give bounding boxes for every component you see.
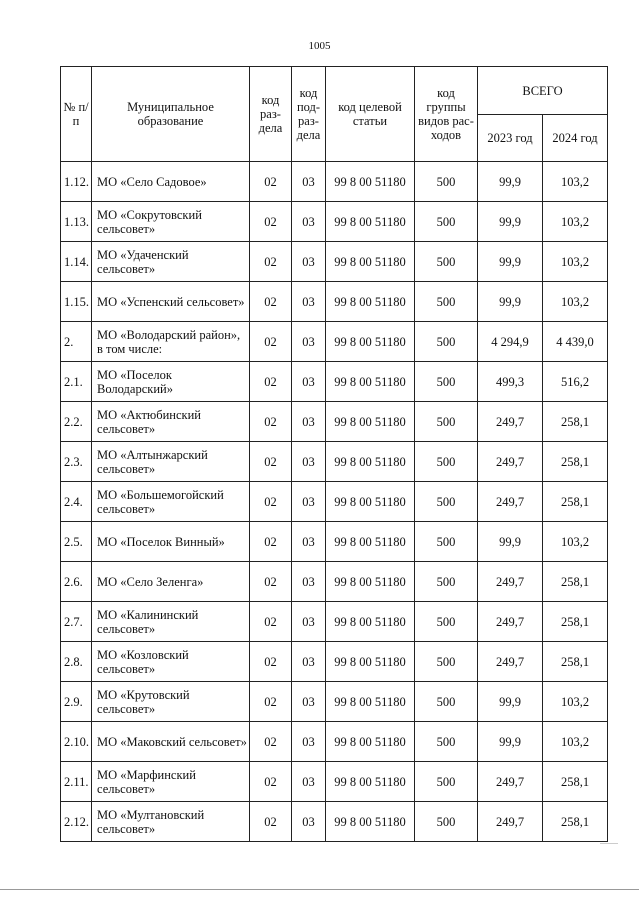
section-code: 02	[250, 682, 292, 722]
subsection-code: 03	[292, 162, 326, 202]
row-number: 2.12.	[61, 802, 92, 842]
amount-2023: 249,7	[478, 402, 543, 442]
amount-2024: 103,2	[543, 242, 608, 282]
expense-group-code: 500	[415, 642, 478, 682]
table-row	[61, 602, 608, 642]
subsection-code: 03	[292, 642, 326, 682]
subsection-code: 03	[292, 682, 326, 722]
amount-2024: 258,1	[543, 762, 608, 802]
table-body	[61, 162, 608, 842]
expense-group-code: 500	[415, 802, 478, 842]
amount-2024: 258,1	[543, 442, 608, 482]
target-code: 99 8 00 51180	[326, 162, 415, 202]
municipality-name: МО «Козловский сельсовет»	[92, 642, 250, 682]
row-number: 1.13.	[61, 202, 92, 242]
municipality-name: МО «Крутовский сельсовет»	[92, 682, 250, 722]
header-expense-group-code: код группы видов рас-ходов	[415, 67, 478, 162]
section-code: 02	[250, 642, 292, 682]
budget-table	[60, 66, 608, 842]
row-number: 2.	[61, 322, 92, 362]
section-code: 02	[250, 162, 292, 202]
section-code: 02	[250, 482, 292, 522]
municipality-name: МО «Село Садовое»	[92, 162, 250, 202]
subsection-code: 03	[292, 242, 326, 282]
target-code: 99 8 00 51180	[326, 722, 415, 762]
table-row	[61, 762, 608, 802]
row-number: 2.11.	[61, 762, 92, 802]
target-code: 99 8 00 51180	[326, 602, 415, 642]
table-row	[61, 562, 608, 602]
amount-2023: 249,7	[478, 602, 543, 642]
subsection-code: 03	[292, 762, 326, 802]
expense-group-code: 500	[415, 562, 478, 602]
row-number: 2.1.	[61, 362, 92, 402]
row-number: 2.2.	[61, 402, 92, 442]
row-number: 1.15.	[61, 282, 92, 322]
amount-2024: 103,2	[543, 522, 608, 562]
amount-2024: 103,2	[543, 722, 608, 762]
amount-2024: 4 439,0	[543, 322, 608, 362]
section-code: 02	[250, 202, 292, 242]
municipality-name: МО «Поселок Винный»	[92, 522, 250, 562]
header-target-code: код целевой статьи	[326, 67, 415, 162]
expense-group-code: 500	[415, 402, 478, 442]
amount-2023: 249,7	[478, 762, 543, 802]
amount-2024: 258,1	[543, 642, 608, 682]
amount-2024: 103,2	[543, 202, 608, 242]
expense-group-code: 500	[415, 602, 478, 642]
table-row	[61, 442, 608, 482]
row-number: 2.7.	[61, 602, 92, 642]
target-code: 99 8 00 51180	[326, 482, 415, 522]
expense-group-code: 500	[415, 362, 478, 402]
amount-2023: 99,9	[478, 682, 543, 722]
target-code: 99 8 00 51180	[326, 642, 415, 682]
row-number: 2.4.	[61, 482, 92, 522]
amount-2024: 103,2	[543, 162, 608, 202]
municipality-name: МО «Большемогойский сельсовет»	[92, 482, 250, 522]
table-header	[61, 67, 608, 162]
municipality-name: МО «Сокрутовский сельсовет»	[92, 202, 250, 242]
row-number: 2.8.	[61, 642, 92, 682]
expense-group-code: 500	[415, 482, 478, 522]
row-number: 1.14.	[61, 242, 92, 282]
subsection-code: 03	[292, 322, 326, 362]
subsection-code: 03	[292, 522, 326, 562]
municipality-name: МО «Маковский сельсовет»	[92, 722, 250, 762]
expense-group-code: 500	[415, 282, 478, 322]
row-number: 2.3.	[61, 442, 92, 482]
target-code: 99 8 00 51180	[326, 322, 415, 362]
amount-2024: 258,1	[543, 482, 608, 522]
table-row	[61, 642, 608, 682]
amount-2023: 4 294,9	[478, 322, 543, 362]
subsection-code: 03	[292, 362, 326, 402]
subsection-code: 03	[292, 562, 326, 602]
expense-group-code: 500	[415, 522, 478, 562]
row-number: 1.12.	[61, 162, 92, 202]
header-num: № п/п	[61, 67, 92, 162]
subsection-code: 03	[292, 282, 326, 322]
subsection-code: 03	[292, 802, 326, 842]
subsection-code: 03	[292, 202, 326, 242]
section-code: 02	[250, 602, 292, 642]
amount-2024: 103,2	[543, 282, 608, 322]
target-code: 99 8 00 51180	[326, 762, 415, 802]
municipality-name: МО «Удаченский сельсовет»	[92, 242, 250, 282]
expense-group-code: 500	[415, 162, 478, 202]
amount-2024: 516,2	[543, 362, 608, 402]
subsection-code: 03	[292, 442, 326, 482]
subsection-code: 03	[292, 482, 326, 522]
section-code: 02	[250, 802, 292, 842]
municipality-name: МО «Володарский район», в том числе:	[92, 322, 250, 362]
amount-2023: 99,9	[478, 242, 543, 282]
amount-2023: 99,9	[478, 522, 543, 562]
row-number: 2.6.	[61, 562, 92, 602]
header-year-2024: 2024 год	[543, 115, 608, 162]
target-code: 99 8 00 51180	[326, 282, 415, 322]
table-row	[61, 802, 608, 842]
subsection-code: 03	[292, 602, 326, 642]
amount-2024: 258,1	[543, 562, 608, 602]
amount-2024: 258,1	[543, 402, 608, 442]
table-row	[61, 722, 608, 762]
municipality-name: МО «Алтынжарский сельсовет»	[92, 442, 250, 482]
table-row	[61, 242, 608, 282]
target-code: 99 8 00 51180	[326, 522, 415, 562]
municipality-name: МО «Калининский сельсовет»	[92, 602, 250, 642]
section-code: 02	[250, 362, 292, 402]
target-code: 99 8 00 51180	[326, 442, 415, 482]
expense-group-code: 500	[415, 322, 478, 362]
target-code: 99 8 00 51180	[326, 802, 415, 842]
section-code: 02	[250, 762, 292, 802]
amount-2024: 103,2	[543, 682, 608, 722]
section-code: 02	[250, 442, 292, 482]
municipality-name: МО «Мултановский сельсовет»	[92, 802, 250, 842]
target-code: 99 8 00 51180	[326, 362, 415, 402]
section-code: 02	[250, 242, 292, 282]
amount-2023: 249,7	[478, 442, 543, 482]
table-row	[61, 682, 608, 722]
header-section-code: код раз-дела	[250, 67, 292, 162]
target-code: 99 8 00 51180	[326, 402, 415, 442]
amount-2024: 258,1	[543, 602, 608, 642]
section-code: 02	[250, 322, 292, 362]
target-code: 99 8 00 51180	[326, 682, 415, 722]
header-municipality: Муниципальное образование	[92, 67, 250, 162]
table-row	[61, 402, 608, 442]
header-total: ВСЕГО	[478, 67, 608, 115]
expense-group-code: 500	[415, 682, 478, 722]
expense-group-code: 500	[415, 762, 478, 802]
expense-group-code: 500	[415, 442, 478, 482]
municipality-name: МО «Успенский сельсовет»	[92, 282, 250, 322]
target-code: 99 8 00 51180	[326, 562, 415, 602]
amount-2023: 99,9	[478, 722, 543, 762]
subsection-code: 03	[292, 402, 326, 442]
row-number: 2.9.	[61, 682, 92, 722]
amount-2023: 99,9	[478, 282, 543, 322]
amount-2023: 249,7	[478, 562, 543, 602]
scan-mark	[600, 843, 618, 844]
header-year-2023: 2023 год	[478, 115, 543, 162]
section-code: 02	[250, 562, 292, 602]
table-row	[61, 282, 608, 322]
section-code: 02	[250, 722, 292, 762]
amount-2023: 249,7	[478, 482, 543, 522]
page-number: 1005	[308, 40, 331, 52]
row-number: 2.10.	[61, 722, 92, 762]
municipality-name: МО «Актюбинский сельсовет»	[92, 402, 250, 442]
section-code: 02	[250, 402, 292, 442]
table-row	[61, 522, 608, 562]
expense-group-code: 500	[415, 722, 478, 762]
section-code: 02	[250, 282, 292, 322]
amount-2023: 499,3	[478, 362, 543, 402]
subsection-code: 03	[292, 722, 326, 762]
municipality-name: МО «Марфинский сельсовет»	[92, 762, 250, 802]
expense-group-code: 500	[415, 202, 478, 242]
section-code: 02	[250, 522, 292, 562]
municipality-name: МО «Поселок Володарский»	[92, 362, 250, 402]
table-row	[61, 362, 608, 402]
municipality-name: МО «Село Зеленга»	[92, 562, 250, 602]
amount-2023: 99,9	[478, 162, 543, 202]
amount-2023: 99,9	[478, 202, 543, 242]
expense-group-code: 500	[415, 242, 478, 282]
target-code: 99 8 00 51180	[326, 202, 415, 242]
table-row	[61, 162, 608, 202]
header-subsection-code: код под-раз-дела	[292, 67, 326, 162]
target-code: 99 8 00 51180	[326, 242, 415, 282]
table-row	[61, 322, 608, 362]
table-row	[61, 482, 608, 522]
page-bottom-line	[0, 889, 639, 890]
amount-2023: 249,7	[478, 802, 543, 842]
amount-2023: 249,7	[478, 642, 543, 682]
amount-2024: 258,1	[543, 802, 608, 842]
row-number: 2.5.	[61, 522, 92, 562]
table-row	[61, 202, 608, 242]
